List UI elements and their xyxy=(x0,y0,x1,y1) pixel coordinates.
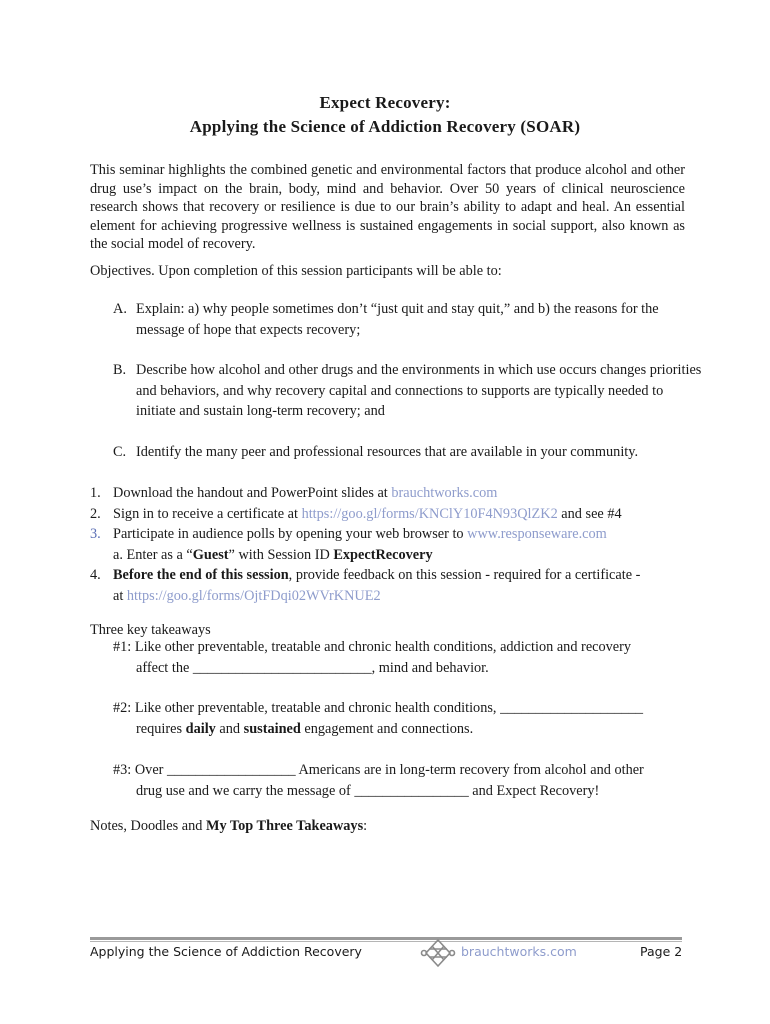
step-number: 2. xyxy=(90,505,101,522)
takeaway-text: and xyxy=(215,720,244,737)
notes-heading xyxy=(90,817,690,836)
step-3 xyxy=(90,524,690,565)
knot-logo-icon xyxy=(420,938,456,968)
session-id: ExpectRecovery xyxy=(333,546,433,563)
takeaway-line: affect the _________________________, mind and behavior. xyxy=(136,659,489,676)
footer-title: Applying the Science of Addiction Recovery xyxy=(90,944,362,959)
brauchtworks-link[interactable]: brauchtworks.com xyxy=(391,485,498,501)
page-subtitle: Applying the Science of Addiction Recovery (SOAR) xyxy=(189,117,581,136)
objective-item-b xyxy=(113,360,703,422)
guest-label: Guest xyxy=(192,546,229,563)
step-text: Download the handout and PowerPoint slides at xyxy=(113,485,392,501)
objective-letter: A. xyxy=(113,301,127,317)
step-text: Participate in audience polls by opening your web browser to xyxy=(113,526,468,542)
footer-divider xyxy=(90,937,682,940)
takeaway-1 xyxy=(113,637,698,678)
takeaway-text: requires xyxy=(136,720,186,737)
sustained-bold: sustained xyxy=(243,720,301,737)
intro-paragraph: This seminar highlights the combined genetic and environmental factors that produce alcohol and other drug use’s impact on the brain, body, mind and behavior. Over 50 years of clinical neuroscience research shows that recovery or resilience is due to our brain’s ability to adapt and heal. An essential element for achieving progressive wellness is sustained engagements in social support, also known as the social model of recovery. xyxy=(90,162,685,252)
objective-item-c xyxy=(113,442,703,463)
step-1 xyxy=(90,483,690,504)
page-number: Page 2 xyxy=(640,944,683,959)
footer-link[interactable]: brauchtworks.com xyxy=(461,944,577,959)
step-number: 3. xyxy=(90,526,101,542)
objective-text: Describe how alcohol and other drugs and the environments in which use occurs changes priorities and behaviors, and why recovery capital and connections to supports are typically needed to initiate and sustain long-term recovery; and xyxy=(136,362,702,419)
step-at: at xyxy=(113,587,127,604)
objective-letter: C. xyxy=(113,444,127,460)
step-sub-text: a. Enter as a “ xyxy=(113,546,193,563)
step-text: Sign in to receive a certificate at xyxy=(113,505,302,522)
notes-colon: : xyxy=(363,818,368,834)
takeaway-line: #1: Like other preventable, treatable and chronic health conditions, addiction and recovery xyxy=(113,639,632,655)
signin-form-link[interactable]: https://goo.gl/forms/KNClY10F4N93QlZK2 xyxy=(301,505,558,522)
step-2 xyxy=(90,504,690,525)
responseware-link[interactable]: www.responseware.com xyxy=(467,526,607,542)
objective-item-a xyxy=(113,299,703,340)
step-4 xyxy=(90,565,690,606)
takeaway-3 xyxy=(113,760,698,801)
takeaway-line: #3: Over __________________ Americans are in long-term recovery from alcohol and other xyxy=(113,762,644,778)
step-bold: Before the end of this session xyxy=(113,567,289,583)
notes-text: Notes, Doodles and xyxy=(90,818,206,834)
objective-letter: B. xyxy=(113,362,127,378)
daily-bold: daily xyxy=(185,720,216,737)
footer-divider-thin xyxy=(90,941,682,942)
page-title: Expect Recovery: xyxy=(319,93,451,112)
objectives-intro: Objectives. Upon completion of this session participants will be able to: xyxy=(90,263,502,279)
takeaways-heading: Three key takeaways xyxy=(90,622,211,638)
notes-bold: My Top Three Takeaways xyxy=(205,818,364,834)
takeaway-line: drug use and we carry the message of ________________ and Expect Recovery! xyxy=(136,782,600,799)
takeaway-text: engagement and connections. xyxy=(300,720,474,737)
takeaway-line: #2: Like other preventable, treatable and chronic health conditions, ____________________ xyxy=(113,700,644,716)
step-text-after: and see #4 xyxy=(557,505,622,522)
step-number: 1. xyxy=(90,485,101,501)
objective-text: Identify the many peer and professional resources that are available in your community. xyxy=(136,444,639,460)
feedback-form-link[interactable]: https://goo.gl/forms/OjtFDqi02WVrKNUE2 xyxy=(126,587,381,604)
takeaway-2 xyxy=(113,698,698,739)
objective-text: Explain: a) why people sometimes don’t “just quit and stay quit,” and b) the reasons for the message of hope that expects recovery; xyxy=(136,301,659,338)
step-number: 4. xyxy=(90,567,101,583)
step-sub-text: ” with Session ID xyxy=(228,546,334,563)
step-text: , provide feedback on this session - required for a certificate - xyxy=(288,567,641,583)
